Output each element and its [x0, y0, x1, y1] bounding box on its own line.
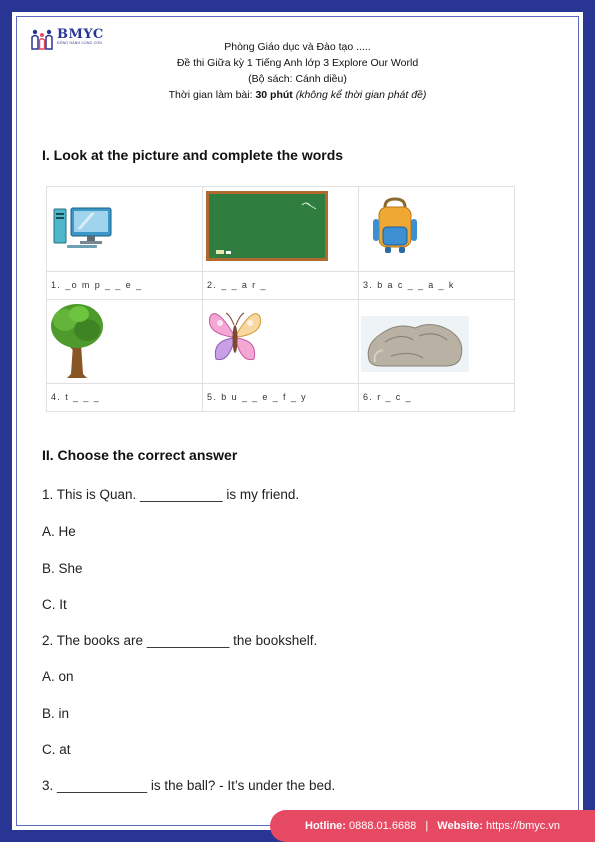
picture-cell-2	[203, 187, 359, 272]
website-link[interactable]: https://bmyc.vn	[486, 820, 560, 832]
header-time-note: (không kể thời gian phát đề)	[295, 89, 427, 101]
rock-icon	[361, 316, 469, 372]
question-3: 3. ____________ is the ball? - It’s under the bed.	[42, 778, 336, 793]
chalkboard-icon	[206, 191, 328, 261]
header-exam-title: Đề thi Giữa kỳ 1 Tiếng Anh lớp 3 Explore Our World	[176, 57, 419, 69]
section-2-title: II. Choose the correct answer	[42, 447, 238, 463]
question-2: 2. The books are ___________ the bookshelf.	[42, 633, 318, 648]
exam-header	[0, 39, 595, 103]
section-1-title: I. Look at the picture and complete the words	[42, 147, 344, 163]
answer-option: B. in	[42, 706, 70, 721]
word-caption-2: 2. _ _ a r _	[203, 272, 359, 300]
picture-cell-6	[359, 300, 515, 384]
logo-tagline: ĐỒNG HÀNH CÙNG CON	[57, 41, 103, 45]
computer-icon	[53, 205, 113, 249]
header-department: Phòng Giáo dục và Đào tạo .....	[224, 41, 371, 53]
hotline-label: Hotline:	[305, 820, 346, 832]
answer-option: A. He	[42, 524, 76, 539]
answer-option: C. at	[42, 742, 71, 757]
picture-cell-4	[47, 300, 203, 384]
picture-cell-3	[359, 187, 515, 272]
header-time	[0, 87, 595, 103]
logo-name: BMYC	[57, 27, 104, 42]
picture-grid	[46, 186, 515, 412]
word-caption-6: 6. r _ c _	[359, 384, 515, 412]
word-caption-4: 4. t _ _ _	[47, 384, 203, 412]
picture-cell-1	[47, 187, 203, 272]
footer-separator: |	[425, 820, 429, 832]
word-caption-5: 5. b u _ _ e _ f _ y	[203, 384, 359, 412]
website-label: Website:	[437, 820, 483, 832]
tree-icon	[49, 302, 105, 380]
header-time-value: 30 phút	[255, 89, 293, 101]
header-book: (Bộ sách: Cánh diều)	[248, 73, 347, 85]
header-time-label: Thời gian làm bài:	[168, 89, 253, 101]
word-caption-1: 1. _o m p _ _ e _	[47, 272, 203, 300]
butterfly-icon	[206, 305, 264, 367]
answer-option: A. on	[42, 669, 74, 684]
hotline-number[interactable]: 0888.01.6688	[349, 820, 417, 832]
answer-option: B. She	[42, 561, 83, 576]
question-1: 1. This is Quan. ___________ is my friend.	[42, 487, 300, 502]
answer-option: C. It	[42, 597, 67, 612]
contact-footer	[270, 810, 595, 842]
backpack-icon	[371, 197, 419, 255]
picture-cell-5	[203, 300, 359, 384]
word-caption-3: 3. b a c _ _ a _ k	[359, 272, 515, 300]
